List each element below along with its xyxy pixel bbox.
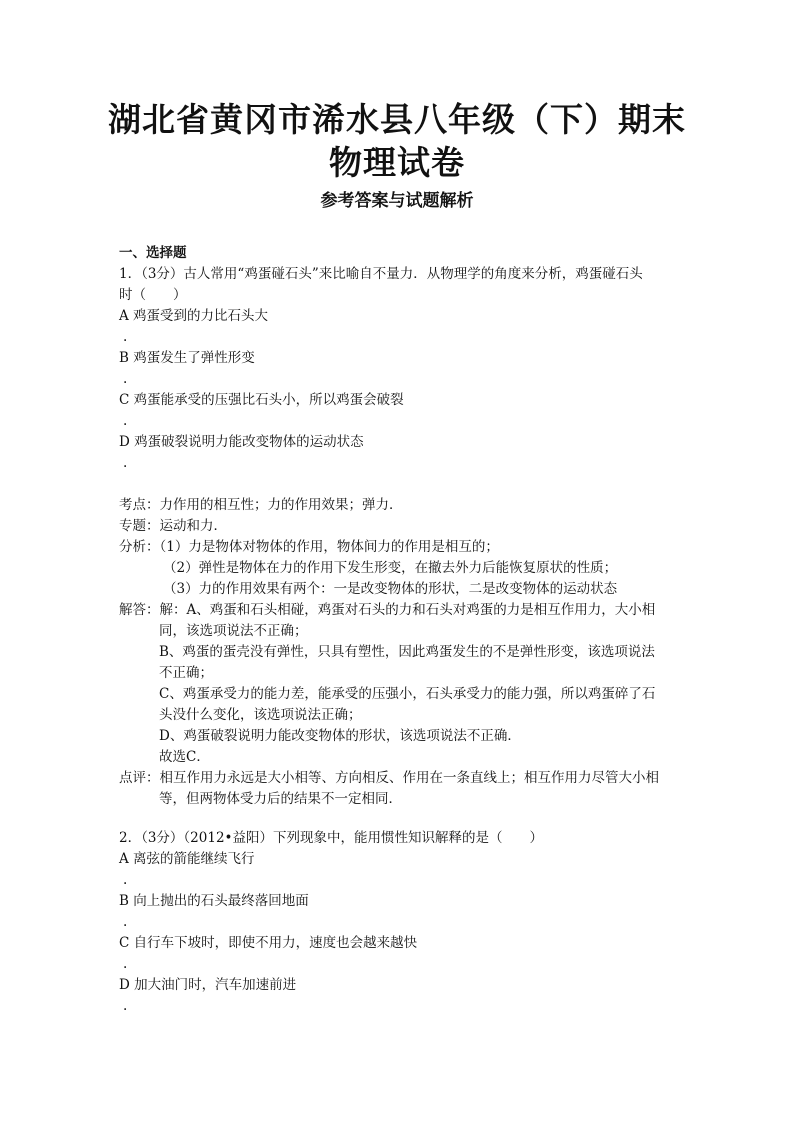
q1-jieda-line8: 故选C．: [159, 749, 210, 765]
section-heading-choice: 一、选择题: [119, 245, 187, 261]
q2-option-c-dot: .: [123, 956, 128, 972]
q1-option-a-dot: .: [123, 329, 128, 345]
q1-option-d: D 鸡蛋破裂说明力能改变物体的运动状态: [119, 434, 364, 450]
q1-option-c-dot: .: [123, 413, 128, 429]
q1-zhuanti: 专题：运动和力．: [119, 518, 227, 534]
q1-option-c: C 鸡蛋能承受的压强比石头小，所以鸡蛋会破裂: [119, 392, 404, 408]
q2-stem: 2．（3分）（2012•益阳）下列现象中，能用惯性知识解释的是（ ）: [119, 830, 543, 846]
q1-jieda-line2: 同，该选项说法不正确；: [159, 623, 308, 639]
q1-stem-line2: 时（ ）: [119, 287, 187, 303]
q1-fenxi-line3: （3）力的作用效果有两个：一是改变物体的形状，二是改变物体的运动状态: [163, 581, 618, 597]
q1-option-d-dot: .: [123, 455, 128, 471]
q1-jieda-line3: B、鸡蛋的蛋壳没有弹性，只具有塑性，因此鸡蛋发生的不是弹性形变，该选项说法: [159, 644, 655, 660]
document-title-line2: 物理试卷: [329, 143, 465, 182]
q1-fenxi-line2: （2）弹性是物体在力的作用下发生形变，在撤去外力后能恢复原状的性质；: [163, 560, 618, 576]
q2-option-a: A 离弦的箭能继续飞行: [119, 851, 255, 867]
q1-dianping-line2: 等，但两物体受力后的结果不一定相同．: [159, 791, 402, 807]
q1-kaodian: 考点：力作用的相互性；力的作用效果；弹力．: [119, 497, 403, 513]
q2-option-b: B 向上抛出的石头最终落回地面: [119, 893, 309, 909]
q1-stem-line1: 1．（3分）古人常用“鸡蛋碰石头”来比喻自不量力．从物理学的角度来分析，鸡蛋碰石头: [119, 266, 643, 282]
document-title-line1: 湖北省黄冈市浠水县八年级（下）期末: [108, 100, 686, 139]
q2-option-a-dot: .: [123, 872, 128, 888]
document-body: [119, 243, 679, 1017]
q1-jieda-line7: D、鸡蛋破裂说明力能改变物体的形状，该选项说法不正确．: [159, 728, 521, 744]
q1-dianping-line1: 点评：相互作用力永远是大小相等、方向相反、作用在一条直线上；相互作用力尽管大小相: [119, 770, 659, 786]
q1-jieda-line4: 不正确；: [159, 665, 213, 681]
q1-option-b-dot: .: [123, 371, 128, 387]
q1-jieda-line1: 解答：解：A、鸡蛋和石头相碰，鸡蛋对石头的力和石头对鸡蛋的力是相互作用力，大小相: [119, 602, 656, 618]
q2-option-b-dot: .: [123, 914, 128, 930]
q1-option-b: B 鸡蛋发生了弹性形变: [119, 350, 255, 366]
q1-jieda-line6: 头没什么变化，该选项说法正确；: [159, 707, 362, 723]
q1-option-a: A 鸡蛋受到的力比石头大: [119, 308, 269, 324]
question-1: [119, 264, 679, 810]
q1-jieda-line5: C、鸡蛋承受力的能力差，能承受的压强小，石头承受力的能力强，所以鸡蛋碎了石: [159, 686, 656, 702]
q2-option-d-dot: .: [123, 998, 128, 1014]
q2-option-c: C 自行车下坡时，即使不用力，速度也会越来越快: [119, 935, 418, 951]
q1-fenxi-line1: 分析：（1）力是物体对物体的作用，物体间力的作用是相互的；: [119, 539, 499, 555]
q2-option-d: D 加大油门时，汽车加速前进: [119, 977, 297, 993]
document-subtitle: 参考答案与试题解析: [320, 191, 474, 211]
question-2: [119, 828, 679, 1017]
